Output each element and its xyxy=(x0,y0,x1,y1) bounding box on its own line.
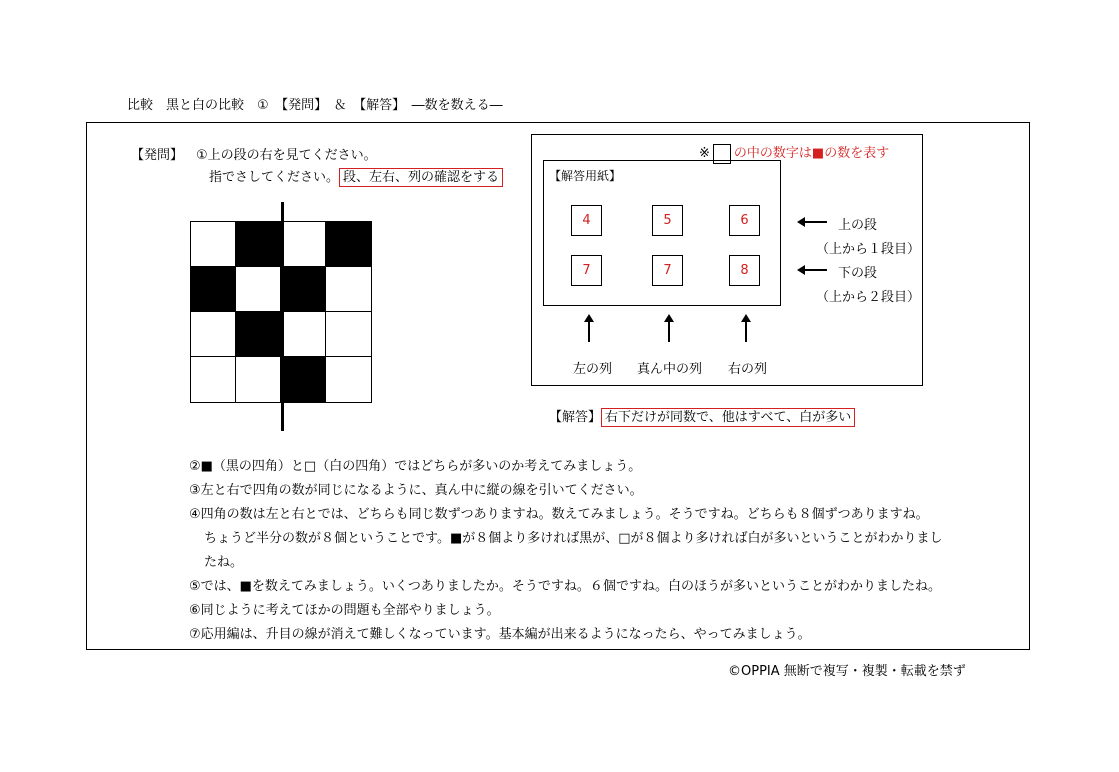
question-highlight-box: 段、左右、列の確認をする xyxy=(339,168,503,187)
column-label-middle: 真ん中の列 xyxy=(637,362,703,377)
note-text: の中の数字は■の数を表す xyxy=(733,146,890,161)
arrow-left-icon xyxy=(803,221,827,223)
question-line-2 xyxy=(209,166,503,185)
grid-cell-white xyxy=(281,222,326,267)
count-box-top-left: 4 xyxy=(571,205,602,236)
column-label-left: 左の列 xyxy=(573,362,613,377)
answer-label: 【解答】 xyxy=(549,410,602,425)
grid-cell-black xyxy=(236,222,281,267)
grid-cell-white xyxy=(236,357,281,402)
row-label-top: 上の段 xyxy=(838,218,878,233)
arrow-left-icon xyxy=(803,269,827,271)
arrow-up-icon xyxy=(745,320,747,342)
step-6: ⑥同じように考えてほかの問題も全部やりましょう。 xyxy=(189,603,500,618)
grid-cell-white xyxy=(191,312,236,357)
grid-cell-white xyxy=(326,312,371,357)
grid-cell-black xyxy=(191,267,236,312)
step-4-continued: たね。 xyxy=(204,555,244,570)
grid-cell-black xyxy=(326,222,371,267)
grid-cell-white xyxy=(191,357,236,402)
grid-cell-black xyxy=(281,267,326,312)
step-2: ②■（黒の四角）と□（白の四角）ではどちらが多いのか考えてみましょう。 xyxy=(189,459,642,474)
page-title: 比較 黒と白の比較 ① 【発問】 ＆ 【解答】 ―数を数える― xyxy=(127,98,503,113)
step-7: ⑦応用編は、升目の線が消えて難しくなっています。基本編が出来るようになったら、やってみましょう。 xyxy=(189,627,811,642)
answer-highlight-box: 右下だけが同数で、他はすべて、白が多い xyxy=(601,408,855,427)
answer-sheet-label: 【解答用紙】 xyxy=(549,169,622,183)
step-3: ③左と右で四角の数が同じになるように、真ん中に縦の線を引いてください。 xyxy=(189,483,643,498)
answer-row xyxy=(549,406,855,425)
question-label: 【発問】 xyxy=(131,148,184,163)
grid-cell-white xyxy=(326,267,371,312)
count-box-bottom-left: 7 xyxy=(571,255,602,286)
step-5: ⑤では、■を数えてみましょう。いくつありましたか。そうですね。６個ですね。白のほうが多いということがわかりましたね。 xyxy=(189,579,941,594)
grid-cell-white xyxy=(326,357,371,402)
center-divider-line xyxy=(281,202,284,431)
grid-cell-black xyxy=(236,312,281,357)
arrow-up-icon xyxy=(668,320,670,342)
count-box-top-middle: 5 xyxy=(652,205,683,236)
row-label-top-sub: （上から１段目） xyxy=(816,242,921,257)
column-label-right: 右の列 xyxy=(728,362,768,377)
grid-cell-white xyxy=(236,267,281,312)
count-box-bottom-middle: 7 xyxy=(652,255,683,286)
copyright-notice: ©OPPIA 無断で複写・複製・転載を禁ず xyxy=(728,664,966,679)
question-line-2-prefix: 指でさしてください。 xyxy=(209,170,340,185)
row-label-bottom-sub: （上から２段目） xyxy=(816,290,921,305)
row-label-bottom: 下の段 xyxy=(838,266,878,281)
count-box-bottom-right: 8 xyxy=(729,255,760,286)
question-line-1: ①上の段の右を見てください。 xyxy=(196,148,377,163)
step-4: ④四角の数は左と右とでは、どちらも同じ数ずつありますね。数えてみましょう。そうですね。どちらも８個ずつありますね。 xyxy=(189,507,929,522)
arrow-up-icon xyxy=(588,320,590,342)
count-box-top-right: 6 xyxy=(729,205,760,236)
note-mark: ※ xyxy=(699,146,710,161)
grid-cell-black xyxy=(281,357,326,402)
step-4-continued: ちょうど半分の数が８個ということです。■が８個より多ければ黒が、□が８個より多ければ白が多いということがわかりまし xyxy=(204,531,943,546)
grid-cell-white xyxy=(191,222,236,267)
grid-cell-white xyxy=(281,312,326,357)
